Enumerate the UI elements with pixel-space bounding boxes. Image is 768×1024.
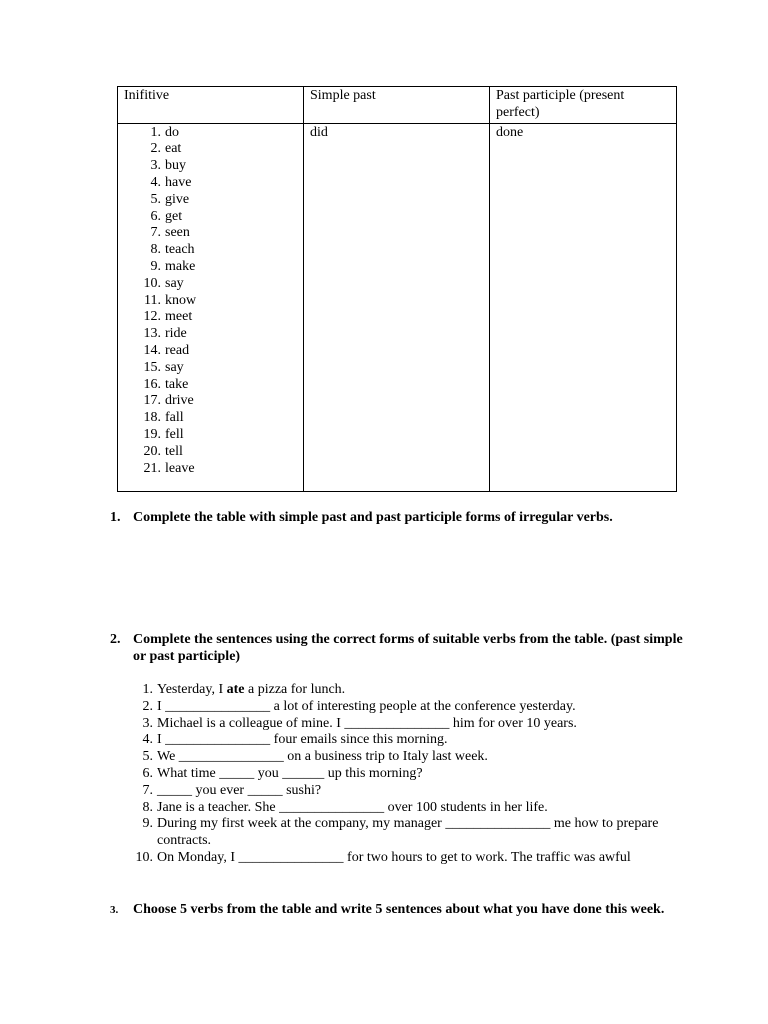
sentence-item <box>130 850 690 867</box>
verb-infinitive: know <box>165 292 197 308</box>
verb-number: 4. <box>150 174 161 190</box>
verb-number: 9. <box>150 258 161 274</box>
verb-number: 19. <box>143 426 161 442</box>
sentence-item <box>130 766 690 783</box>
sentence-text: During my first week at the company, my manager _______________ me how to prepare contracts. <box>157 816 659 849</box>
verb-infinitive: fall <box>165 410 184 426</box>
verb-infinitive: buy <box>165 158 186 174</box>
verb-list-item <box>124 276 297 293</box>
verb-list-item <box>124 225 297 242</box>
sentence-item <box>130 800 690 817</box>
sentence-number: 8. <box>142 799 153 815</box>
sentence-answer: ate <box>226 682 245 697</box>
verb-list-item <box>124 326 297 343</box>
verb-list-item <box>124 209 297 226</box>
sentence-number: 4. <box>142 732 153 748</box>
sentence-text: Michael is a colleague of mine. I _______________ him for over 10 years. <box>157 715 577 731</box>
verb-list-item <box>124 444 297 461</box>
verb-number: 16. <box>143 376 161 392</box>
simple-past-example: did <box>310 124 328 140</box>
sentence-text: I _______________ a lot of interesting people at the conference yesterday. <box>157 698 576 714</box>
sentence-number: 10. <box>135 849 153 865</box>
verb-list-item <box>124 259 297 276</box>
verb-infinitive: make <box>165 258 196 274</box>
table-header-row <box>118 87 677 124</box>
sentence-text <box>157 682 690 699</box>
sentence-text-before: Yesterday, I <box>157 682 227 697</box>
task-2-text: Complete the sentences using the correct forms of suitable verbs from the table. (past simple or past participle) <box>133 632 683 664</box>
sentence-number: 6. <box>142 765 153 781</box>
verb-list-item <box>124 309 297 326</box>
verb-infinitive: teach <box>165 242 195 258</box>
verb-number: 1. <box>150 124 161 140</box>
past-participle-column <box>490 123 677 491</box>
task-3-number: 3. <box>110 904 119 916</box>
sentence-item <box>130 699 690 716</box>
task-2 <box>110 631 683 664</box>
verb-infinitive: tell <box>165 443 183 459</box>
verb-infinitive: read <box>165 342 190 358</box>
verb-list-item <box>124 158 297 175</box>
verb-number: 11. <box>144 292 161 308</box>
verb-infinitive: do <box>165 124 179 140</box>
verb-infinitive: say <box>165 275 184 291</box>
table-body-row <box>118 123 677 491</box>
verb-infinitive: take <box>165 376 189 392</box>
verb-infinitive: have <box>165 174 192 190</box>
sentence-item <box>130 816 690 850</box>
verb-list-item <box>124 343 297 360</box>
verb-infinitive: seen <box>165 225 190 241</box>
sentence-number: 9. <box>142 816 153 832</box>
verb-number: 18. <box>143 410 161 426</box>
sentence-item <box>130 783 690 800</box>
verb-infinitive: give <box>165 191 190 207</box>
verb-infinitive: meet <box>165 309 193 325</box>
sentence-text: _____ you ever _____ sushi? <box>157 782 322 798</box>
verb-number: 10. <box>143 275 161 291</box>
verb-number: 15. <box>143 359 161 375</box>
task-1-number: 1. <box>110 510 121 525</box>
task-3-text: Choose 5 verbs from the table and write 5 sentences about what you have done this week. <box>133 902 665 917</box>
sentence-number: 7. <box>142 782 153 798</box>
verb-number: 5. <box>150 191 161 207</box>
verb-number: 13. <box>143 326 161 342</box>
verb-list-item <box>124 125 297 142</box>
sentence-item <box>130 682 690 699</box>
verb-number: 3. <box>150 158 161 174</box>
verb-number: 2. <box>150 141 161 157</box>
verb-number: 12. <box>143 309 161 325</box>
infinitive-column <box>118 123 304 491</box>
verb-number: 21. <box>143 460 161 476</box>
sentence-number: 5. <box>142 749 153 765</box>
sentence-number: 1. <box>142 682 153 697</box>
verb-list-item <box>124 293 297 310</box>
verb-list-item <box>124 141 297 158</box>
verb-list-item <box>124 360 297 377</box>
verb-list <box>124 125 297 478</box>
verb-infinitive: get <box>165 208 183 224</box>
verb-number: 6. <box>150 208 161 224</box>
sentence-list <box>130 682 690 867</box>
sentence-number: 3. <box>142 715 153 731</box>
verb-infinitive: say <box>165 359 184 375</box>
task-1 <box>110 509 613 526</box>
header-infinitive: Inifitive <box>118 87 304 124</box>
sentence-item <box>130 749 690 766</box>
verb-number: 7. <box>150 225 161 241</box>
task-2-number: 2. <box>110 632 121 647</box>
sentence-text-after: a pizza for lunch. <box>244 682 346 697</box>
past-participle-example: done <box>496 124 524 140</box>
verb-infinitive: ride <box>165 326 187 342</box>
verb-number: 14. <box>143 342 161 358</box>
verb-list-item <box>124 461 297 478</box>
sentence-number: 2. <box>142 698 153 714</box>
verb-list-item <box>124 377 297 394</box>
verb-infinitive: drive <box>165 393 194 409</box>
sentence-item <box>130 716 690 733</box>
sentence-text: What time _____ you ______ up this morning? <box>157 765 423 781</box>
verb-infinitive: eat <box>165 141 182 157</box>
sentence-item <box>130 732 690 749</box>
header-past-participle: Past participle (present perfect) <box>490 87 677 124</box>
sentence-text: I _______________ four emails since this morning. <box>157 732 448 748</box>
verb-list-item <box>124 427 297 444</box>
verb-list-item <box>124 242 297 259</box>
task-3 <box>110 901 665 919</box>
verb-infinitive: leave <box>165 460 195 476</box>
verb-infinitive: fell <box>165 426 184 442</box>
sentence-text: We _______________ on a business trip to Italy last week. <box>157 749 488 765</box>
verb-number: 20. <box>143 443 161 459</box>
sentence-text: Jane is a teacher. She _______________ over 100 students in her life. <box>157 799 548 815</box>
verb-list-item <box>124 393 297 410</box>
verb-list-item <box>124 410 297 427</box>
verb-list-item <box>124 175 297 192</box>
verb-table <box>117 86 677 492</box>
sentence-text: On Monday, I _______________ for two hours to get to work. The traffic was awful <box>157 849 631 865</box>
verb-number: 17. <box>143 393 161 409</box>
header-simple-past: Simple past <box>304 87 490 124</box>
verb-number: 8. <box>150 242 161 258</box>
task-1-text: Complete the table with simple past and past participle forms of irregular verbs. <box>133 510 613 525</box>
verb-list-item <box>124 192 297 209</box>
simple-past-column <box>304 123 490 491</box>
